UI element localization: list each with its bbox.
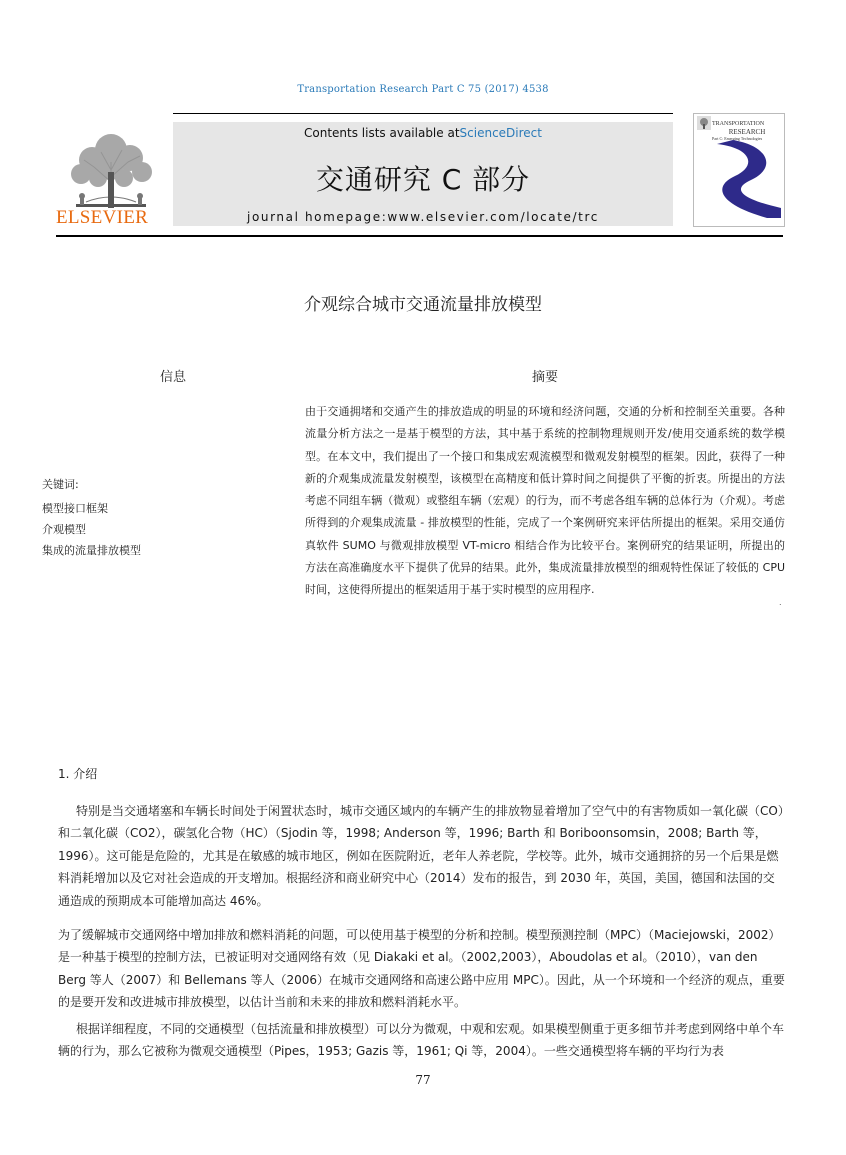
contents-line: [173, 126, 673, 140]
sciencedirect-link[interactable]: ScienceDirect: [459, 126, 542, 140]
abstract-text: 由于交通拥堵和交通产生的排放造成的明显的环境和经济问题，交通的分析和控制至关重要。各种流量分析方法之一是基于模型的方法，其中基于系统的控制物理规则开发/使用交通系统的数学模型。在本文中，我们提出了一个接口和集成宏观流模型和微观发射模型的框架。因此，获得了一种新的介观集成流量发射模型，该模型在高精度和低计算时间之间提供了平衡的折衷。所提出的方法考虑不同组车辆（微观）或整组车辆（宏观）的行为，而不考虑各组车辆的总体行为（介观）。考虑所得到的介观集成流量 - 排放模型的性能，完成了一个案例研究来评估所提出的框架。采用交通仿真软件 SUMO 与微观排放模型 VT-micro 相结合作为比较平台。案例研究的结果证明，所提出的方法在高准确度水平下提供了优异的结果。此外，集成流量排放模型的细观特性保证了较低的 CPU 时间，这使得所提出的框架适用于基于实时模型的应用程序.: [305, 405, 785, 597]
keyword-item: 集成的流量排放模型: [42, 544, 141, 557]
cover-title: [712, 120, 782, 142]
page-number: 77: [415, 1073, 431, 1087]
journal-citation: Transportation Research Part C 75 (2017) 4538: [297, 84, 549, 95]
body-paragraph: 为了缓解城市交通网络中增加排放和燃料消耗的问题，可以使用基于模型的分析和控制。模型预测控制（MPC）（Maciejowski，2002）是一种基于模型的控制方法，已被证明对交通网络有效（见 Diakaki et al。（2002,2003），Aboudolas et al。（2010），van den Berg 等人（2007）和 Bellemans 等人（2006）在城市交通网络和高速公路中应用 MPC）。因此，从一个环境和一个经济的观点，重要的是要开发和改进城市排放模型，以估计当前和未来的排放和燃料消耗水平。: [58, 928, 785, 1010]
article-info-heading: 信息: [160, 370, 187, 385]
cover-title-line1: TRANSPORTATION: [712, 121, 765, 127]
cover-road-graphic: [697, 140, 781, 222]
body-paragraph: 根据详细程度，不同的交通模型（包括流量和排放模型）可以分为微观，中观和宏观。如果模型侧重于更多细节并考虑到网络中单个车辆的行为，那么它被称为微观交通模型（Pipes，1953; Gazis 等，1961; Qi 等，2004）。一些交通模型将车辆的平均行为表: [58, 1022, 785, 1059]
cover-title-line2: RESEARCH: [728, 128, 766, 136]
keywords-label: 关键词:: [42, 478, 79, 491]
keyword-item: 模型接口框架: [42, 502, 108, 515]
trailing-mark: .: [779, 598, 782, 607]
paper-title: 介观综合城市交通流量排放模型: [304, 295, 542, 315]
header-rule-bottom: [56, 235, 783, 237]
abstract-heading: 摘要: [532, 370, 559, 385]
cover-tree-icon: [697, 116, 711, 130]
body-paragraph: 特别是当交通堵塞和车辆长时间处于闲置状态时，城市交通区域内的车辆产生的排放物显着增加了空气中的有害物质如一氧化碳（CO）和二氧化碳（CO2），碳氢化合物（HC）（Sjodin 等，1998; Anderson 等，1996; Barth 和 Boriboonsomsin，2008; Barth 等，1996）。这可能是危险的，尤其是在敏感的城市地区，例如在医院附近，老年人养老院，学校等。此外，城市交通拥挤的另一个后果是燃料消耗增加以及它对社会造成的开支增加。根据经济和商业研究中心（2014）发布的报告，到 2030 年，英国，美国，德国和法国的交通造成的预期成本可能增加高达 46%。: [58, 804, 784, 908]
cover-subtitle: Part C: Emerging Technologies: [712, 136, 763, 141]
journal-title: 交通研究 C 部分: [315, 163, 531, 196]
keyword-item: 介观模型: [42, 523, 86, 536]
section-heading: 1. 介绍: [58, 767, 98, 781]
elsevier-wordmark: ELSEVIER: [56, 207, 149, 228]
contents-prefix: Contents lists available at: [304, 126, 460, 140]
header-rule-top: [173, 113, 673, 114]
journal-homepage[interactable]: journal homepage:www.elsevier.com/locate/trc: [247, 210, 599, 224]
